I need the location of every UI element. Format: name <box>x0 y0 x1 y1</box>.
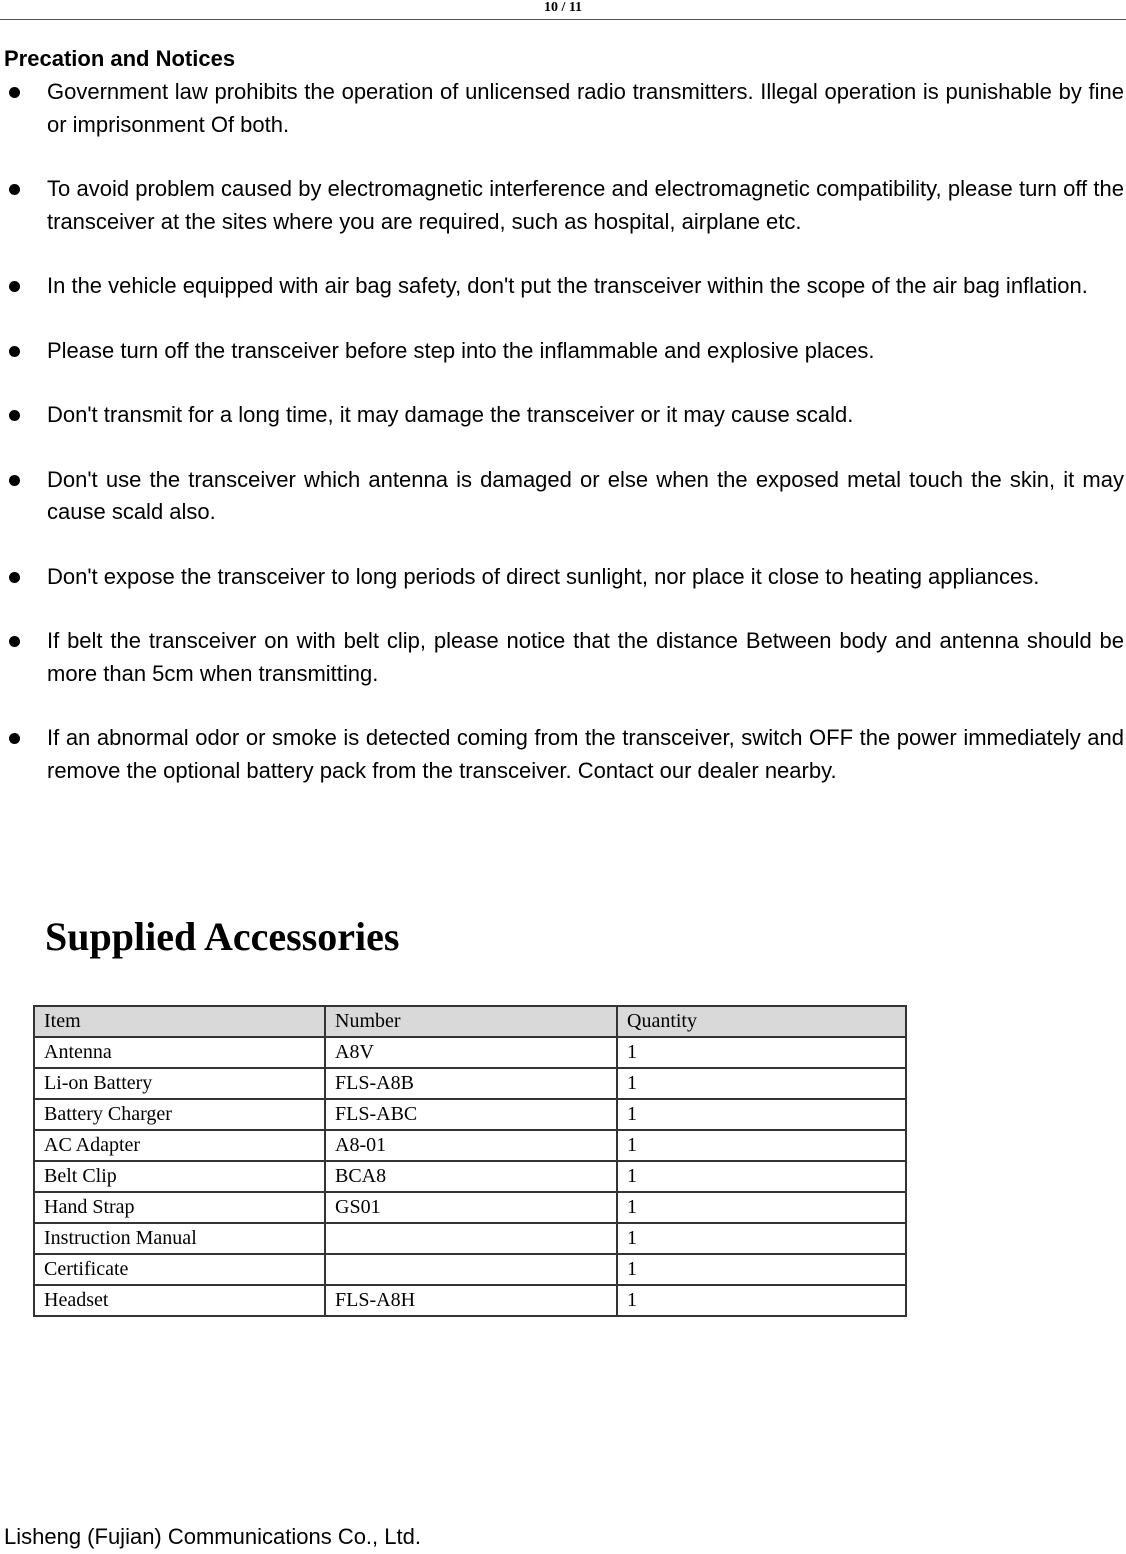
table-row <box>34 1037 906 1068</box>
notice-item <box>0 399 1124 432</box>
cell-quantity: 1 <box>617 1130 906 1161</box>
cell-item: Hand Strap <box>34 1192 325 1223</box>
notice-text: Don't transmit for a long time, it may damage the transceiver or it may cause scald. <box>47 402 854 427</box>
cell-number: A8V <box>325 1037 617 1068</box>
notice-text: Don't expose the transceiver to long periods of direct sunlight, nor place it close to heating appliances. <box>47 563 1040 589</box>
page-number: 10 / 11 <box>543 0 583 15</box>
cell-quantity: 1 <box>617 1223 906 1254</box>
notice-text: In the vehicle equipped with air bag safety, don't put the transceiver within the scope of the air bag inflation. <box>47 273 1088 298</box>
cell-quantity: 1 <box>617 1161 906 1192</box>
accessories-table <box>33 1005 907 1317</box>
notice-item <box>0 270 1124 303</box>
notice-text: To avoid problem caused by electromagnetic interference and electromagnetic compatibility, please turn off the transceiver at the sites where you are required, such as hospital, airplane etc. <box>47 176 1124 234</box>
notice-item <box>0 335 1124 368</box>
bullet-icon <box>9 410 20 421</box>
bullet-icon <box>9 184 20 195</box>
cell-number <box>325 1223 617 1254</box>
column-header-item: Item <box>34 1006 325 1037</box>
cell-quantity: 1 <box>617 1254 906 1285</box>
table-row <box>34 1130 906 1161</box>
cell-number: A8-01 <box>325 1130 617 1161</box>
notice-item <box>0 464 1124 529</box>
cell-quantity: 1 <box>617 1037 906 1068</box>
notices-title: Precation and Notices <box>4 46 236 71</box>
cell-quantity: 1 <box>617 1068 906 1099</box>
company-footer: Lisheng (Fujian) Communications Co., Ltd. <box>4 1524 421 1549</box>
bullet-icon <box>9 475 20 486</box>
cell-item: Belt Clip <box>34 1161 325 1192</box>
cell-quantity: 1 <box>617 1192 906 1223</box>
bullet-icon <box>9 87 20 98</box>
cell-number <box>325 1254 617 1285</box>
bullet-icon <box>9 572 20 583</box>
notice-item <box>0 76 1124 141</box>
cell-number: BCA8 <box>325 1161 617 1192</box>
cell-item: Headset <box>34 1285 325 1316</box>
cell-number: GS01 <box>325 1192 617 1223</box>
table-row <box>34 1068 906 1099</box>
cell-number: FLS-A8B <box>325 1068 617 1099</box>
table-row <box>34 1099 906 1130</box>
bullet-icon <box>9 281 20 292</box>
table-row <box>34 1223 906 1254</box>
table-header-row <box>34 1006 906 1037</box>
column-header-quantity: Quantity <box>617 1006 906 1037</box>
notice-text: Government law prohibits the operation of unlicensed radio transmitters. Illegal operation is punishable by fine or imprisonment Of both. <box>47 79 1124 137</box>
table-row <box>34 1285 906 1316</box>
bullet-icon <box>9 346 20 357</box>
accessories-section <box>30 900 930 1311</box>
notice-text: If an abnormal odor or smoke is detected coming from the transceiver, switch OFF the power immediately and remove the optional battery pack from the transceiver. Contact our dealer nearby. <box>47 725 1124 783</box>
cell-item: Instruction Manual <box>34 1223 325 1254</box>
notice-item <box>0 625 1124 690</box>
bullet-icon <box>9 733 20 744</box>
cell-number: FLS-ABC <box>325 1099 617 1130</box>
table-row <box>34 1254 906 1285</box>
notice-item <box>0 561 1124 594</box>
bullet-icon <box>9 636 20 647</box>
cell-quantity: 1 <box>617 1285 906 1316</box>
cell-number: FLS-A8H <box>325 1285 617 1316</box>
notices-list <box>0 76 1124 819</box>
table-row <box>34 1192 906 1223</box>
cell-item: AC Adapter <box>34 1130 325 1161</box>
notice-item <box>0 722 1124 787</box>
cell-item: Antenna <box>34 1037 325 1068</box>
cell-item: Battery Charger <box>34 1099 325 1130</box>
page-header <box>0 0 1126 20</box>
accessories-title: Supplied Accessories <box>45 914 400 959</box>
table-row <box>34 1161 906 1192</box>
column-header-number: Number <box>325 1006 617 1037</box>
notice-item <box>0 173 1124 238</box>
cell-quantity: 1 <box>617 1099 906 1130</box>
notice-text: Please turn off the transceiver before step into the inflammable and explosive places. <box>47 337 875 363</box>
notice-text: If belt the transceiver on with belt clip, please notice that the distance Between body and antenna should be more than 5cm when transmitting. <box>47 628 1124 686</box>
notice-text: Don't use the transceiver which antenna is damaged or else when the exposed metal touch the skin, it may cause scald also. <box>47 466 1124 524</box>
cell-item: Certificate <box>34 1254 325 1285</box>
cell-item: Li-on Battery <box>34 1068 325 1099</box>
